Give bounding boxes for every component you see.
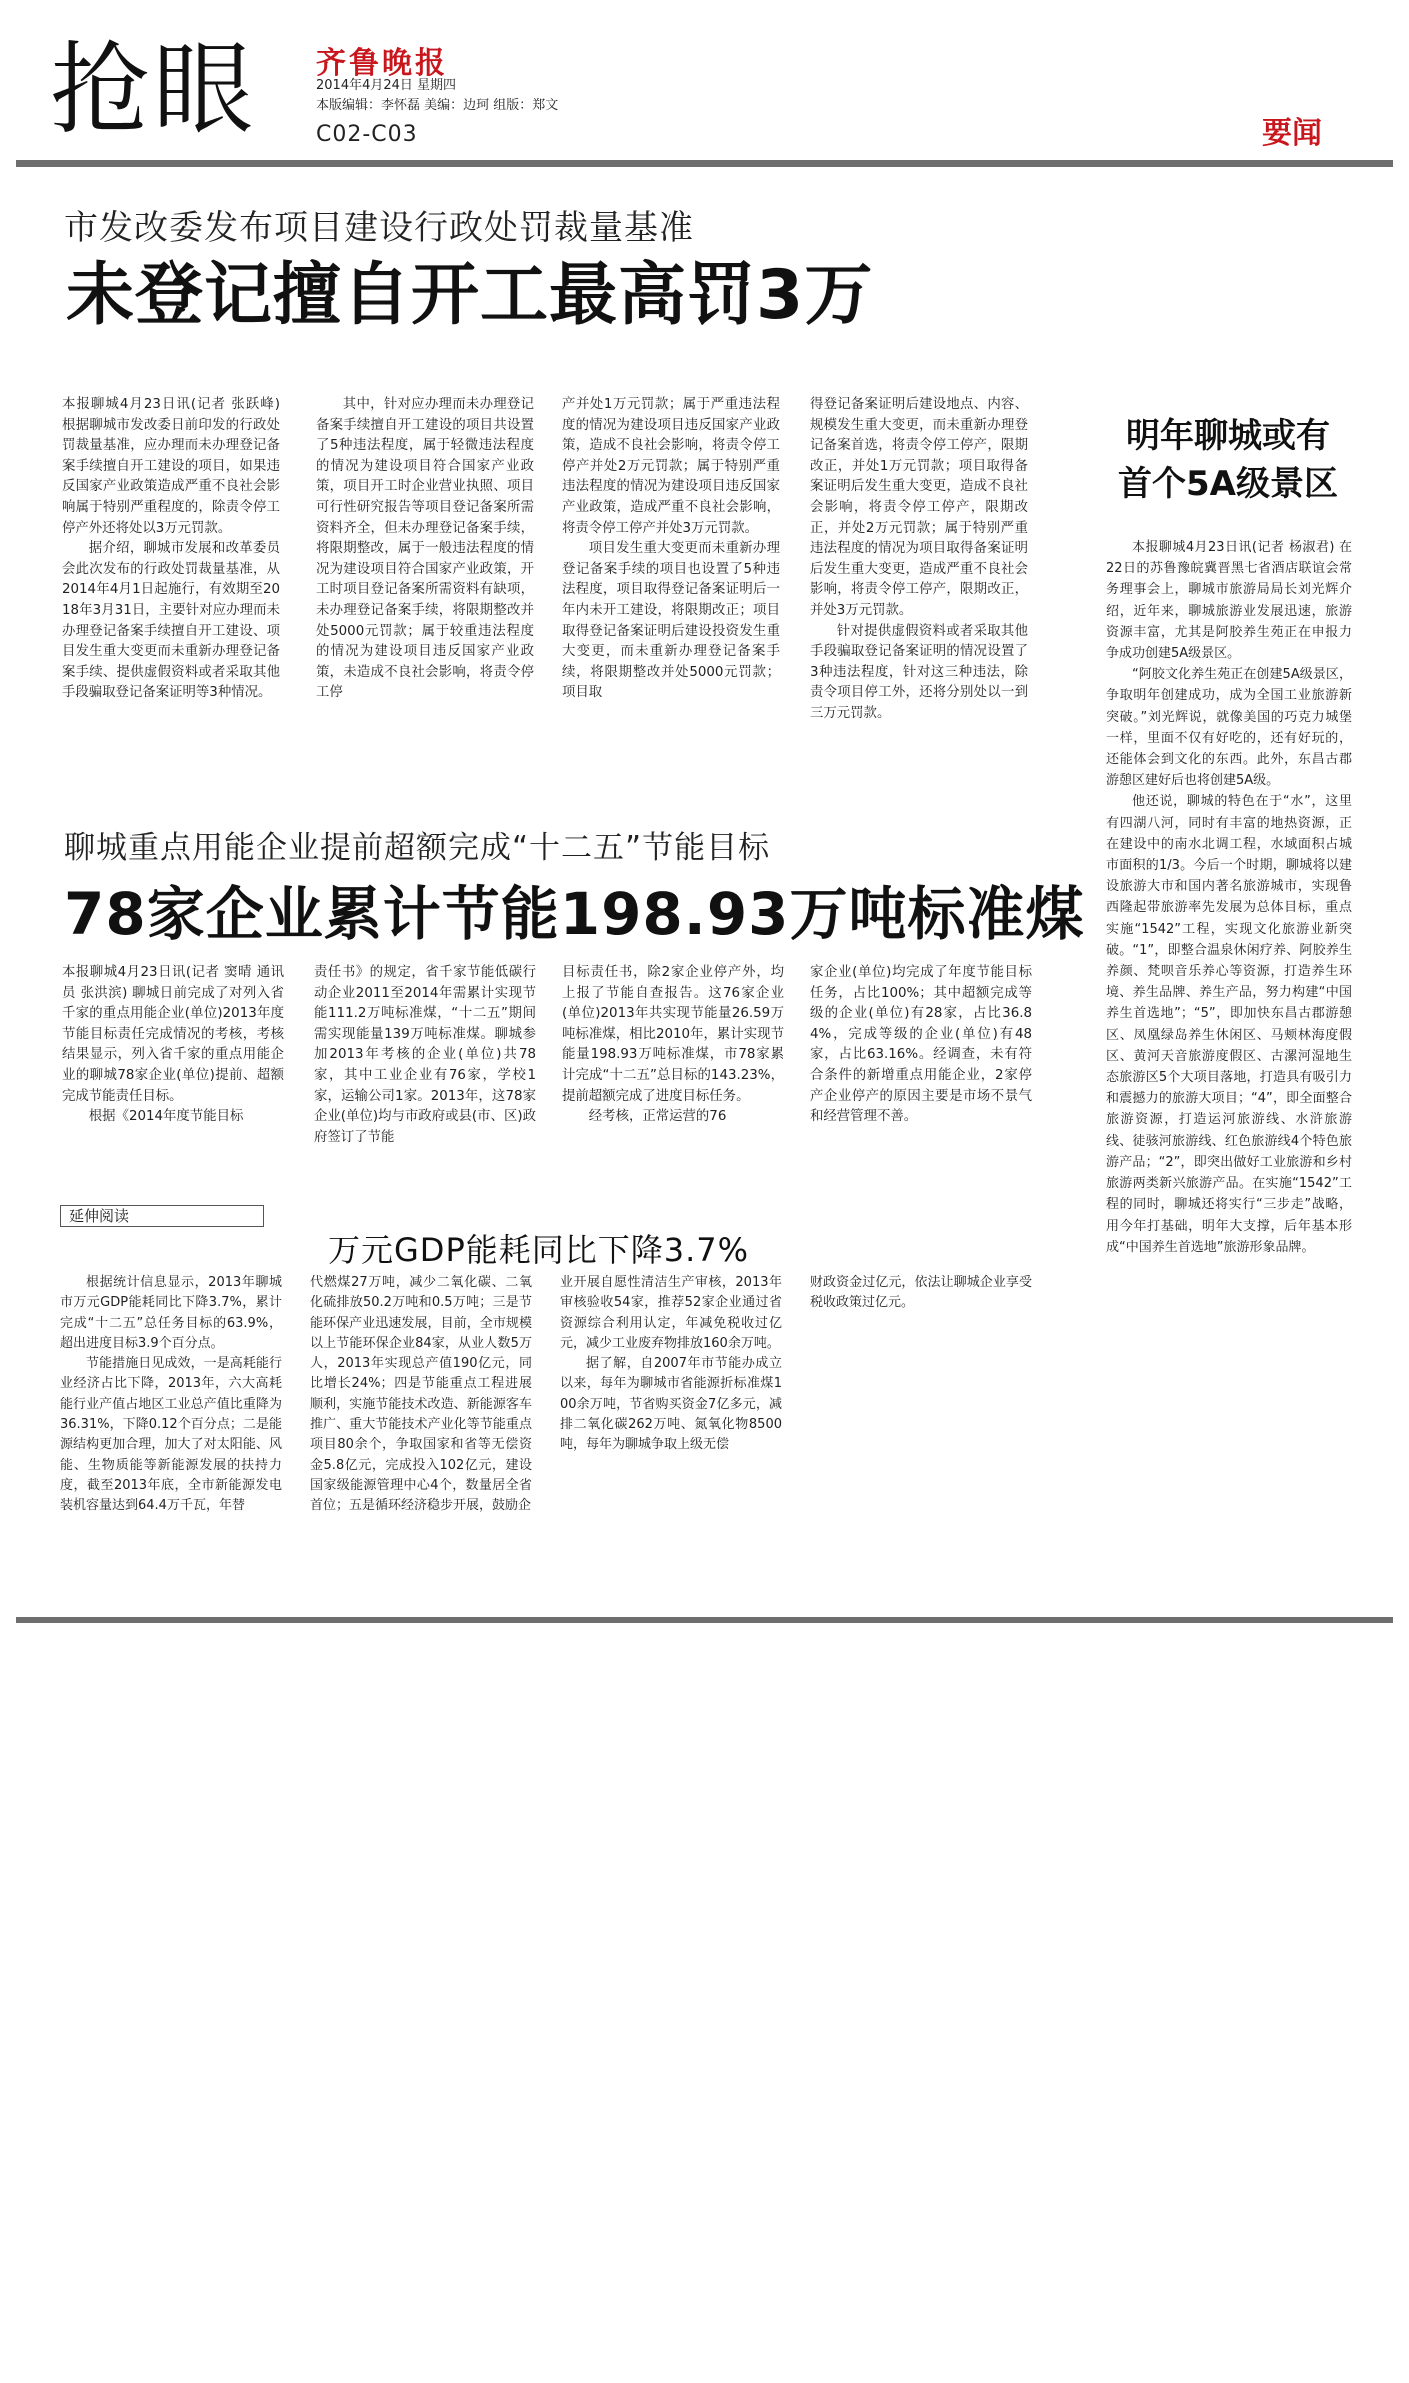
paragraph: 其中，针对应办理而未办理登记备案手续擅自开工建设的项目共设置了5种违法程度，属于轻微违法程度的情况为建设项目符合国家产业政策，项目开工时企业营业执照、项目可行性研究报告等项目登记备案所需资料齐全，但未办理登记备案手续，将限期整改，属于一般违法程度的情况为建设项目符合国家产业政策，开工时项目登记备案所需资料有缺项，未办理登记备案手续，将限期整改并处5000元罚款；属于较重违法程度的情况为建设项目违反国家产业政策，未造成不良社会影响，将责令停工停 (316, 397, 534, 701)
sidebar-headline (1098, 412, 1358, 508)
sidebar-body (1106, 537, 1352, 1258)
extended-reading-label (60, 1205, 264, 1227)
extended-column (60, 1273, 282, 1517)
paragraph: 责任书》的规定，省千家节能低碳行动企业2011至2014年需累计实现节能111.2万吨标准煤，“十二五”期间需实现能量139万吨标准煤。聊城参加2013年考核的企业(单位)共78家，其中工业企业有76家，学校1家，运输公司1家。2013年，这78家企业(单位)均与市政府或县(市、区)政府签订了节能 (314, 965, 536, 1145)
extended-reading-label-text: 延伸阅读 (69, 1207, 130, 1225)
paragraph: 根据《2014年度节能目标 (88, 1109, 244, 1125)
paragraph: 经考核，正常运营的76 (588, 1109, 727, 1125)
paragraph: 产并处1万元罚款；属于严重违法程度的情况为建设项目违反国家产业政策，造成不良社会影响，将责令停工停产并处2万元罚款；属于特别严重违法程度的情况为建设项目违反国家产业政策，造成严重不良社会影响，将责令停工停产并处3万元罚款。 (562, 397, 780, 536)
article2-headline: 78家企业累计节能198.93万吨标准煤 (64, 880, 1085, 948)
article2-column (314, 963, 536, 1148)
section-title: 抢眼 (50, 31, 256, 148)
article2-column (62, 963, 284, 1128)
sidebar-headline-line2: 首个5A级景区 (1118, 464, 1338, 504)
paragraph: 项目发生重大变更而未重新办理登记备案手续的项目也设置了5种违法程度，项目取得登记备案证明后一年内未开工建设，将限期改正；项目取得登记备案证明后建设投资发生重大变更，而未重新办理登记备案手续，将限期整改并处5000元罚款；项目取 (562, 541, 780, 701)
paragraph: 据介绍，聊城市发展和改革委员会此次发布的行政处罚裁量基准，从2014年4月1日起施行，有效期至2018年3月31日，主要针对应办理而未办理登记备案手续擅自开工建设、项目发生重大变更而未重新办理登记备案手续、提供虚假资料或者采取其他手段骗取登记备案证明等3种情况。 (62, 541, 280, 701)
article2-column (562, 963, 784, 1128)
header-rule (16, 160, 1393, 167)
paragraph: 本报聊城4月23日讯(记者 窦晴 通讯员 张洪滨) 聊城日前完成了对列入省千家的重点用能企业(单位)2013年度节能目标责任完成情况的考核，考核结果显示，列入省千家的重点用能企业的聊城78家企业(单位)提前、超额完成节能责任目标。 (62, 965, 284, 1104)
article1-headline: 未登记擅自开工最高罚3万 (66, 256, 874, 335)
paragraph: 他还说，聊城的特色在于“水”，这里有四湖八河，同时有丰富的地热资源，正在建设中的南水北调工程，水域面积占城市面积的1/3。今后一个时期，聊城将以建设旅游大市和国内著名旅游城市，实现鲁西隆起带旅游率先发展为总体目标，重点实施“1542”工程，实现文化旅游业新突破。“1”，即整合温泉休闲疗养、阿胶养生养颜、梵呗音乐养心等资源，打造养生环境、养生品牌、养生产品，努力构建“中国养生首选地”；“5”，即加快东昌古郡游憩区、凤凰绿岛养生休闲区、马颊林海度假区、黄河天音旅游度假区、古漯河湿地生态旅游区5个大项目落地，打造具有吸引力和震撼力的旅游大项目；“4”，即全面整合旅游资源，打造运河旅游线、水浒旅游线、徒骇河旅游线、红色旅游线4个特色旅游产品；“2”，即突出做好工业旅游和乡村旅游两类新兴旅游产品。在实施“1542”工程的同时，聊城还将实行“三步走”战略，用今年打基础，明年大支撑，后年基本形成“中国养生首选地”旅游形象品牌。 (1106, 794, 1352, 1255)
paragraph: 目标责任书，除2家企业停产外，均上报了节能自查报告。这76家企业(单位)2013年共实现节能量26.59万吨标准煤，相比2010年，累计实现节能量198.93万吨标准煤，市78家累计完成“十二五”总目标的143.23%，提前超额完成了进度目标任务。 (562, 965, 784, 1104)
article1-column (316, 395, 534, 704)
paragraph: 财政资金过亿元，依法让聊城企业享受税收政策过亿元。 (810, 1275, 1032, 1311)
paragraph: “阿胶文化养生苑正在创建5A级景区，争取明年创建成功，成为全国工业旅游新突破。”刘光辉说，就像美国的巧克力城堡一样，里面不仅有好吃的，还有好玩的，还能体会到文化的东西。此外，东昌古郡游憩区建好后也将创建5A级。 (1106, 667, 1352, 789)
paragraph: 业开展自愿性清洁生产审核，2013年审核验收54家，推荐52家企业通过省资源综合利用认定，年减免税收过亿元，减少工业废弃物排放160余万吨。 (560, 1275, 782, 1351)
sidebar-headline-line1: 明年聊城或有 (1126, 416, 1330, 456)
paragraph: 本报聊城4月23日讯(记者 杨淑君) 在22日的苏鲁豫皖冀晋黑七省酒店联谊会常务理事会上，聊城市旅游局局长刘光辉介绍，近年来，聊城旅游业发展迅速，旅游资源丰富，尤其是阿胶养生苑正在申报力争成功创建5A级景区。 (1106, 540, 1352, 662)
newspaper-masthead: 齐鲁晚报 (316, 46, 448, 81)
paragraph: 代燃煤27万吨，减少二氧化碳、二氧化硫排放50.2万吨和0.5万吨；三是节能环保产业迅速发展，目前，全市规模以上节能环保企业84家，从业人数5万人，2013年实现总产值190亿元，同比增长24%；四是节能重点工程进展顺利，实施节能技术改造、新能源客车推广、重大节能技术产业化等节能重点项目80余个，争取国家和省等无偿资金5.8亿元，完成投入102亿元，建设国家级能源管理中心4个，数量居全省首位；五是循环经济稳步开展，鼓励企 (310, 1275, 532, 1514)
page-numbers: C02-C03 (316, 122, 418, 147)
paragraph: 据了解，自2007年市节能办成立以来，每年为聊城市省能源折标准煤100余万吨，节省购买资金7亿多元，减排二氧化碳262万吨、氮氧化物8500吨，每年为聊城争取上级无偿 (560, 1356, 782, 1453)
article1-column (62, 395, 280, 704)
article1-column (810, 395, 1028, 725)
paragraph: 家企业(单位)均完成了年度节能目标任务，占比100%；其中超额完成等级的企业(单位)有28家，占比36.84%，完成等级的企业(单位)有48家，占比63.16%。经调查，未有符合条件的新增重点用能企业，2家停产企业停产的原因主要是市场不景气和经营管理不善。 (810, 965, 1032, 1125)
paragraph: 本报聊城4月23日讯(记者 张跃峰) 根据聊城市发改委日前印发的行政处罚裁量基准，应办理而未办理登记备案手续擅自开工建设的项目，如果违反国家产业政策造成严重不良社会影响属于特别严重程度的，除责令停工停产外还将处以3万元罚款。 (62, 397, 280, 536)
article1-column (562, 395, 780, 704)
article2-kicker: 聊城重点用能企业提前超额完成“十二五”节能目标 (64, 830, 771, 866)
footer-rule (16, 1617, 1393, 1623)
extended-reading-title: 万元GDP能耗同比下降3.7% (328, 1231, 750, 1269)
editor-credits: 本版编辑：李怀磊 美编：边珂 组版：郑文 (316, 98, 559, 113)
paragraph: 根据统计信息显示，2013年聊城市万元GDP能耗同比下降3.7%，累计完成“十二五”总任务目标的63.9%，超出进度目标3.9个百分点。 (60, 1275, 282, 1351)
extended-column (560, 1273, 782, 1456)
issue-date: 2014年4月24日 星期四 (316, 78, 457, 93)
article2-column (810, 963, 1032, 1128)
paragraph: 得登记备案证明后建设地点、内容、规模发生重大变更，而未重新办理登记备案首选，将责令停工停产，限期改正，并处1万元罚款；项目取得备案证明后发生重大变更，造成不良社会影响，将责令停工停产，限期改正，并处2万元罚款；属于特别严重违法程度的情况为项目取得备案证明后发生重大变更，造成严重不良社会影响，将责令停工停产，限期改正，并处3万元罚款。 (810, 397, 1028, 618)
extended-column (310, 1273, 532, 1517)
extended-column (810, 1273, 1032, 1314)
category-label: 要闻 (1262, 116, 1322, 151)
paragraph: 针对提供虚假资料或者采取其他手段骗取登记备案证明的情况设置了3种违法程度，针对这三种违法，除责令项目停工外，还将分别处以一到三万元罚款。 (810, 623, 1028, 721)
article1-kicker: 市发改委发布项目建设行政处罚裁量基准 (64, 208, 694, 248)
paragraph: 节能措施日见成效，一是高耗能行业经济占比下降，2013年，六大高耗能行业产值占地区工业总产值比重降为36.31%，下降0.12个百分点；二是能源结构更加合理，加大了对太阳能、风能、生物质能等新能源发展的扶持力度，截至2013年底，全市新能源发电装机容量达到64.4万千瓦，年替 (60, 1356, 282, 1514)
issue-meta (316, 76, 558, 116)
